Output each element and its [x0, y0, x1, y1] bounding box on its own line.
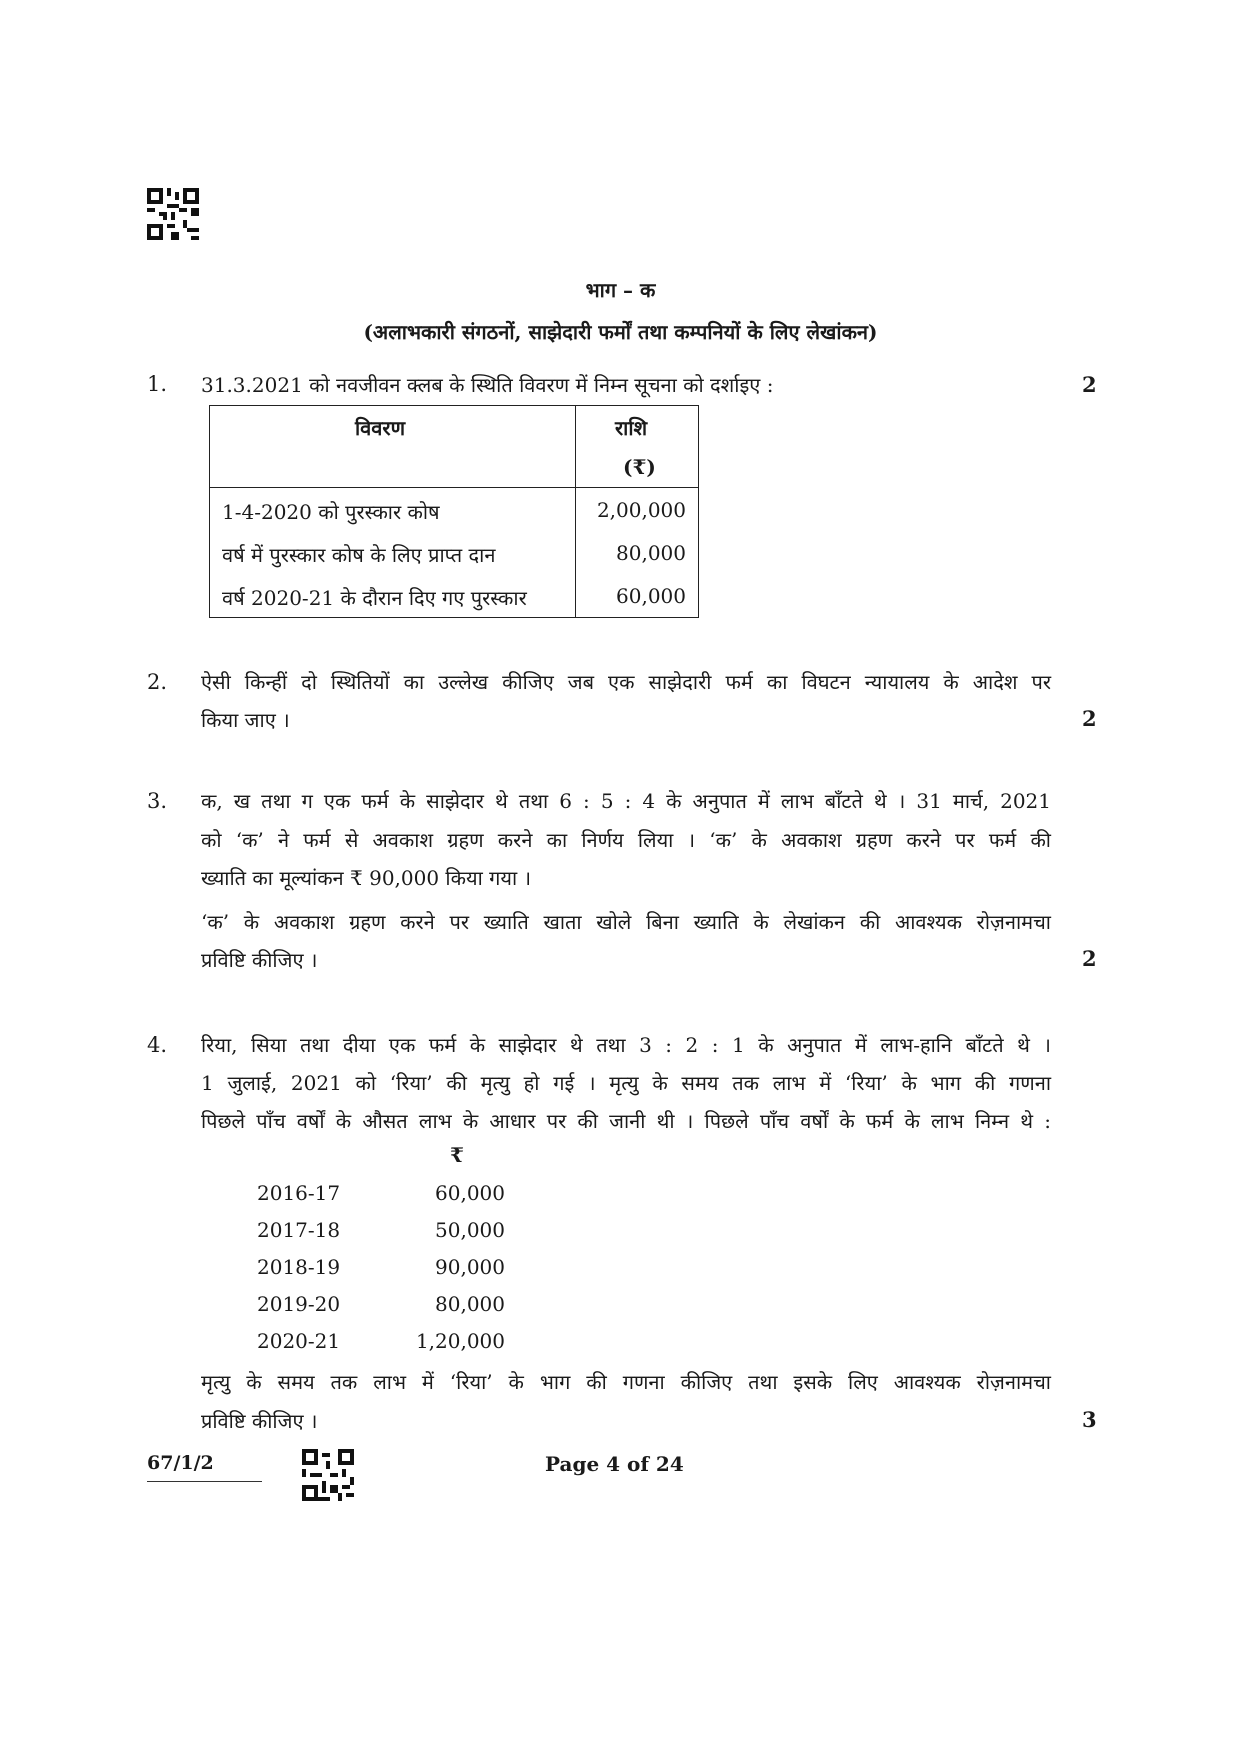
profit-amount: 80,000 — [435, 1292, 505, 1316]
profit-year: 2020-21 — [257, 1329, 341, 1353]
table-row-label: 1-4-2020 को पुरस्कार कोष — [222, 500, 440, 524]
profit-year: 2017-18 — [257, 1218, 341, 1242]
profit-year: 2016-17 — [257, 1181, 341, 1205]
profit-amount: 1,20,000 — [415, 1329, 505, 1353]
paper-code: 67/1/2 — [147, 1452, 214, 1474]
profit-amount: 50,000 — [435, 1218, 505, 1242]
question-2-line-1: ऐसी किन्हीं दो स्थितियों का उल्लेख कीजिए जब एक साझेदारी फर्म का विघटन न्यायालय के आदेश पर — [201, 670, 1051, 694]
table-header-currency: (₹) — [623, 455, 656, 479]
footer-underline — [147, 1481, 262, 1482]
question-3-line-4: ‘क’ के अवकाश ग्रहण करने पर ख्याति खाता खोले बिना ख्याति के लेखांकन की आवश्यक रोज़नामचा — [201, 910, 1051, 934]
question-1-text: 31.3.2021 को नवजीवन क्लब के स्थिति विवरण में निम्न सूचना को दर्शाइए : — [201, 373, 774, 397]
question-3-line-3: ख्याति का मूल्यांकन ₹ 90,000 किया गया । — [201, 866, 532, 890]
question-2-number: 2. — [147, 670, 168, 694]
part-subtitle: (अलाभकारी संगठनों, साझेदारी फर्मों तथा कम्पनियों के लिए लेखांकन) — [363, 320, 878, 344]
profit-amount: 60,000 — [435, 1181, 505, 1205]
qr-code-top — [147, 188, 199, 240]
question-1-marks: 2 — [1082, 372, 1097, 397]
page-number: Page 4 of 24 — [545, 1452, 684, 1476]
table-row-label: वर्ष 2020-21 के दौरान दिए गए पुरस्कार — [222, 586, 527, 610]
table-row-amount: 80,000 — [616, 541, 686, 565]
question-4-line-1: रिया, सिया तथा दीया एक फर्म के साझेदार थे तथा 3 : 2 : 1 के अनुपात में लाभ-हानि बाँटते थे । — [201, 1033, 1051, 1057]
table-header-divider — [209, 487, 699, 488]
profit-year: 2018-19 — [257, 1255, 341, 1279]
question-2-marks: 2 — [1082, 706, 1097, 731]
question-3-marks: 2 — [1082, 946, 1097, 971]
question-4-line-4: मृत्यु के समय तक लाभ में ‘रिया’ के भाग की गणना कीजिए तथा इसके लिए आवश्यक रोज़नामचा — [201, 1370, 1051, 1394]
table-row-amount: 2,00,000 — [596, 498, 686, 522]
profit-amount: 90,000 — [435, 1255, 505, 1279]
table-row-amount: 60,000 — [616, 584, 686, 608]
part-heading: भाग – क — [585, 278, 656, 302]
question-4-number: 4. — [147, 1033, 168, 1057]
table-header-amount: राशि — [615, 416, 648, 440]
profit-currency-header: ₹ — [450, 1143, 464, 1167]
question-4-line-3: पिछले पाँच वर्षों के औसत लाभ के आधार पर की जानी थी । पिछले पाँच वर्षों के फर्म के लाभ निम्न थे : — [201, 1109, 1051, 1133]
question-4-marks: 3 — [1082, 1407, 1097, 1432]
question-4-line-2: 1 जुलाई, 2021 को ‘रिया’ की मृत्यु हो गई । मृत्यु के समय तक लाभ में ‘रिया’ के भाग की गणना — [201, 1071, 1051, 1095]
question-3-line-1: क, ख तथा ग एक फर्म के साझेदार थे तथा 6 : 5 : 4 के अनुपात में लाभ बाँटते थे । 31 मार्च, 2021 — [201, 789, 1051, 813]
question-4-line-5: प्रविष्टि कीजिए । — [201, 1409, 318, 1433]
profit-year: 2019-20 — [257, 1292, 341, 1316]
table-header-particulars: विवरण — [355, 416, 406, 440]
question-2-line-2: किया जाए । — [201, 708, 290, 732]
question-3-number: 3. — [147, 789, 168, 813]
question-1-number: 1. — [147, 372, 168, 396]
question-3-line-2: को ‘क’ ने फर्म से अवकाश ग्रहण करने का निर्णय लिया । ‘क’ के अवकाश ग्रहण करने पर फर्म की — [201, 828, 1051, 852]
table-row-label: वर्ष में पुरस्कार कोष के लिए प्राप्त दान — [222, 543, 496, 567]
question-3-line-5: प्रविष्टि कीजिए । — [201, 948, 318, 972]
qr-code-footer — [302, 1449, 354, 1501]
